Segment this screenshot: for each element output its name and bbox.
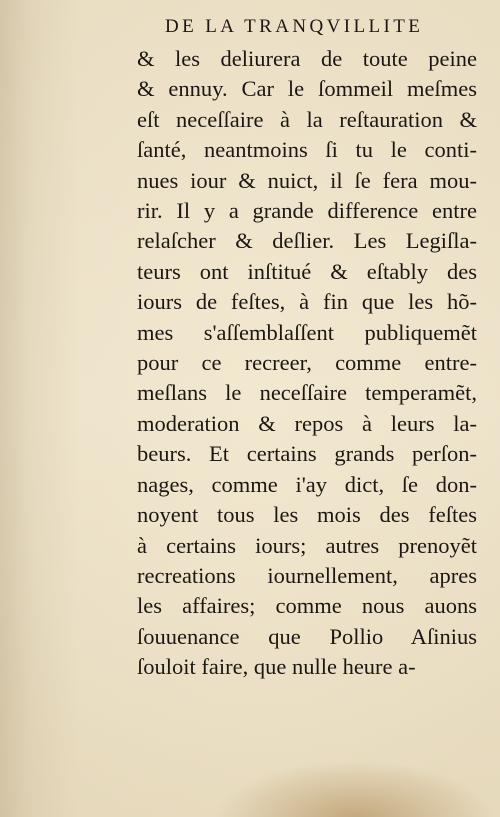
body-text (137, 44, 477, 683)
text-line: à certains iours; autres prenoyẽt (137, 532, 477, 558)
text-line: relaſcher & deſlier. Les Legiſla- (137, 228, 477, 254)
text-line: nues iour & nuict, il ſe fera mou- (137, 167, 477, 193)
running-head: DE LA TRANQVILLITE (165, 16, 424, 37)
text-line: ſouuenance que Pollio Aſinius (137, 623, 477, 649)
text-line: recreations iournellement, apres (137, 562, 477, 588)
text-line: rir. Il y a grande difference entre (137, 198, 477, 224)
text-line: & les deliurera de toute peine (137, 46, 477, 71)
text-line: beurs. Et certains grands perſon- (137, 441, 477, 467)
text-line: iours de feſtes, à fin que les hõ- (137, 289, 477, 315)
text-line: & ennuy. Car le ſommeil meſmes (137, 76, 477, 102)
text-line: pour ce recreer, comme entre- (137, 350, 477, 376)
text-line: nages, comme i'ay dict, ſe don- (137, 471, 477, 497)
page-gutter-shadow (0, 0, 80, 817)
text-line: moderation & repos à leurs la- (137, 410, 477, 436)
text-line: noyent tous les mois des feſtes (137, 502, 477, 528)
text-line: ſouloit faire, que nulle heure a- (137, 654, 416, 680)
text-line: ſanté, neantmoins ſi tu le conti- (137, 137, 477, 163)
text-line: mes s'aſſemblaſſent publiquemẽt (137, 319, 477, 345)
text-line: eſt neceſſaire à la reſtauration & (137, 106, 477, 132)
text-line: les affaires; comme nous auons (137, 593, 477, 619)
text-line: meſlans le neceſſaire temperamẽt, (137, 380, 477, 406)
text-line: teurs ont inſtitué & eſtably des (137, 258, 477, 284)
